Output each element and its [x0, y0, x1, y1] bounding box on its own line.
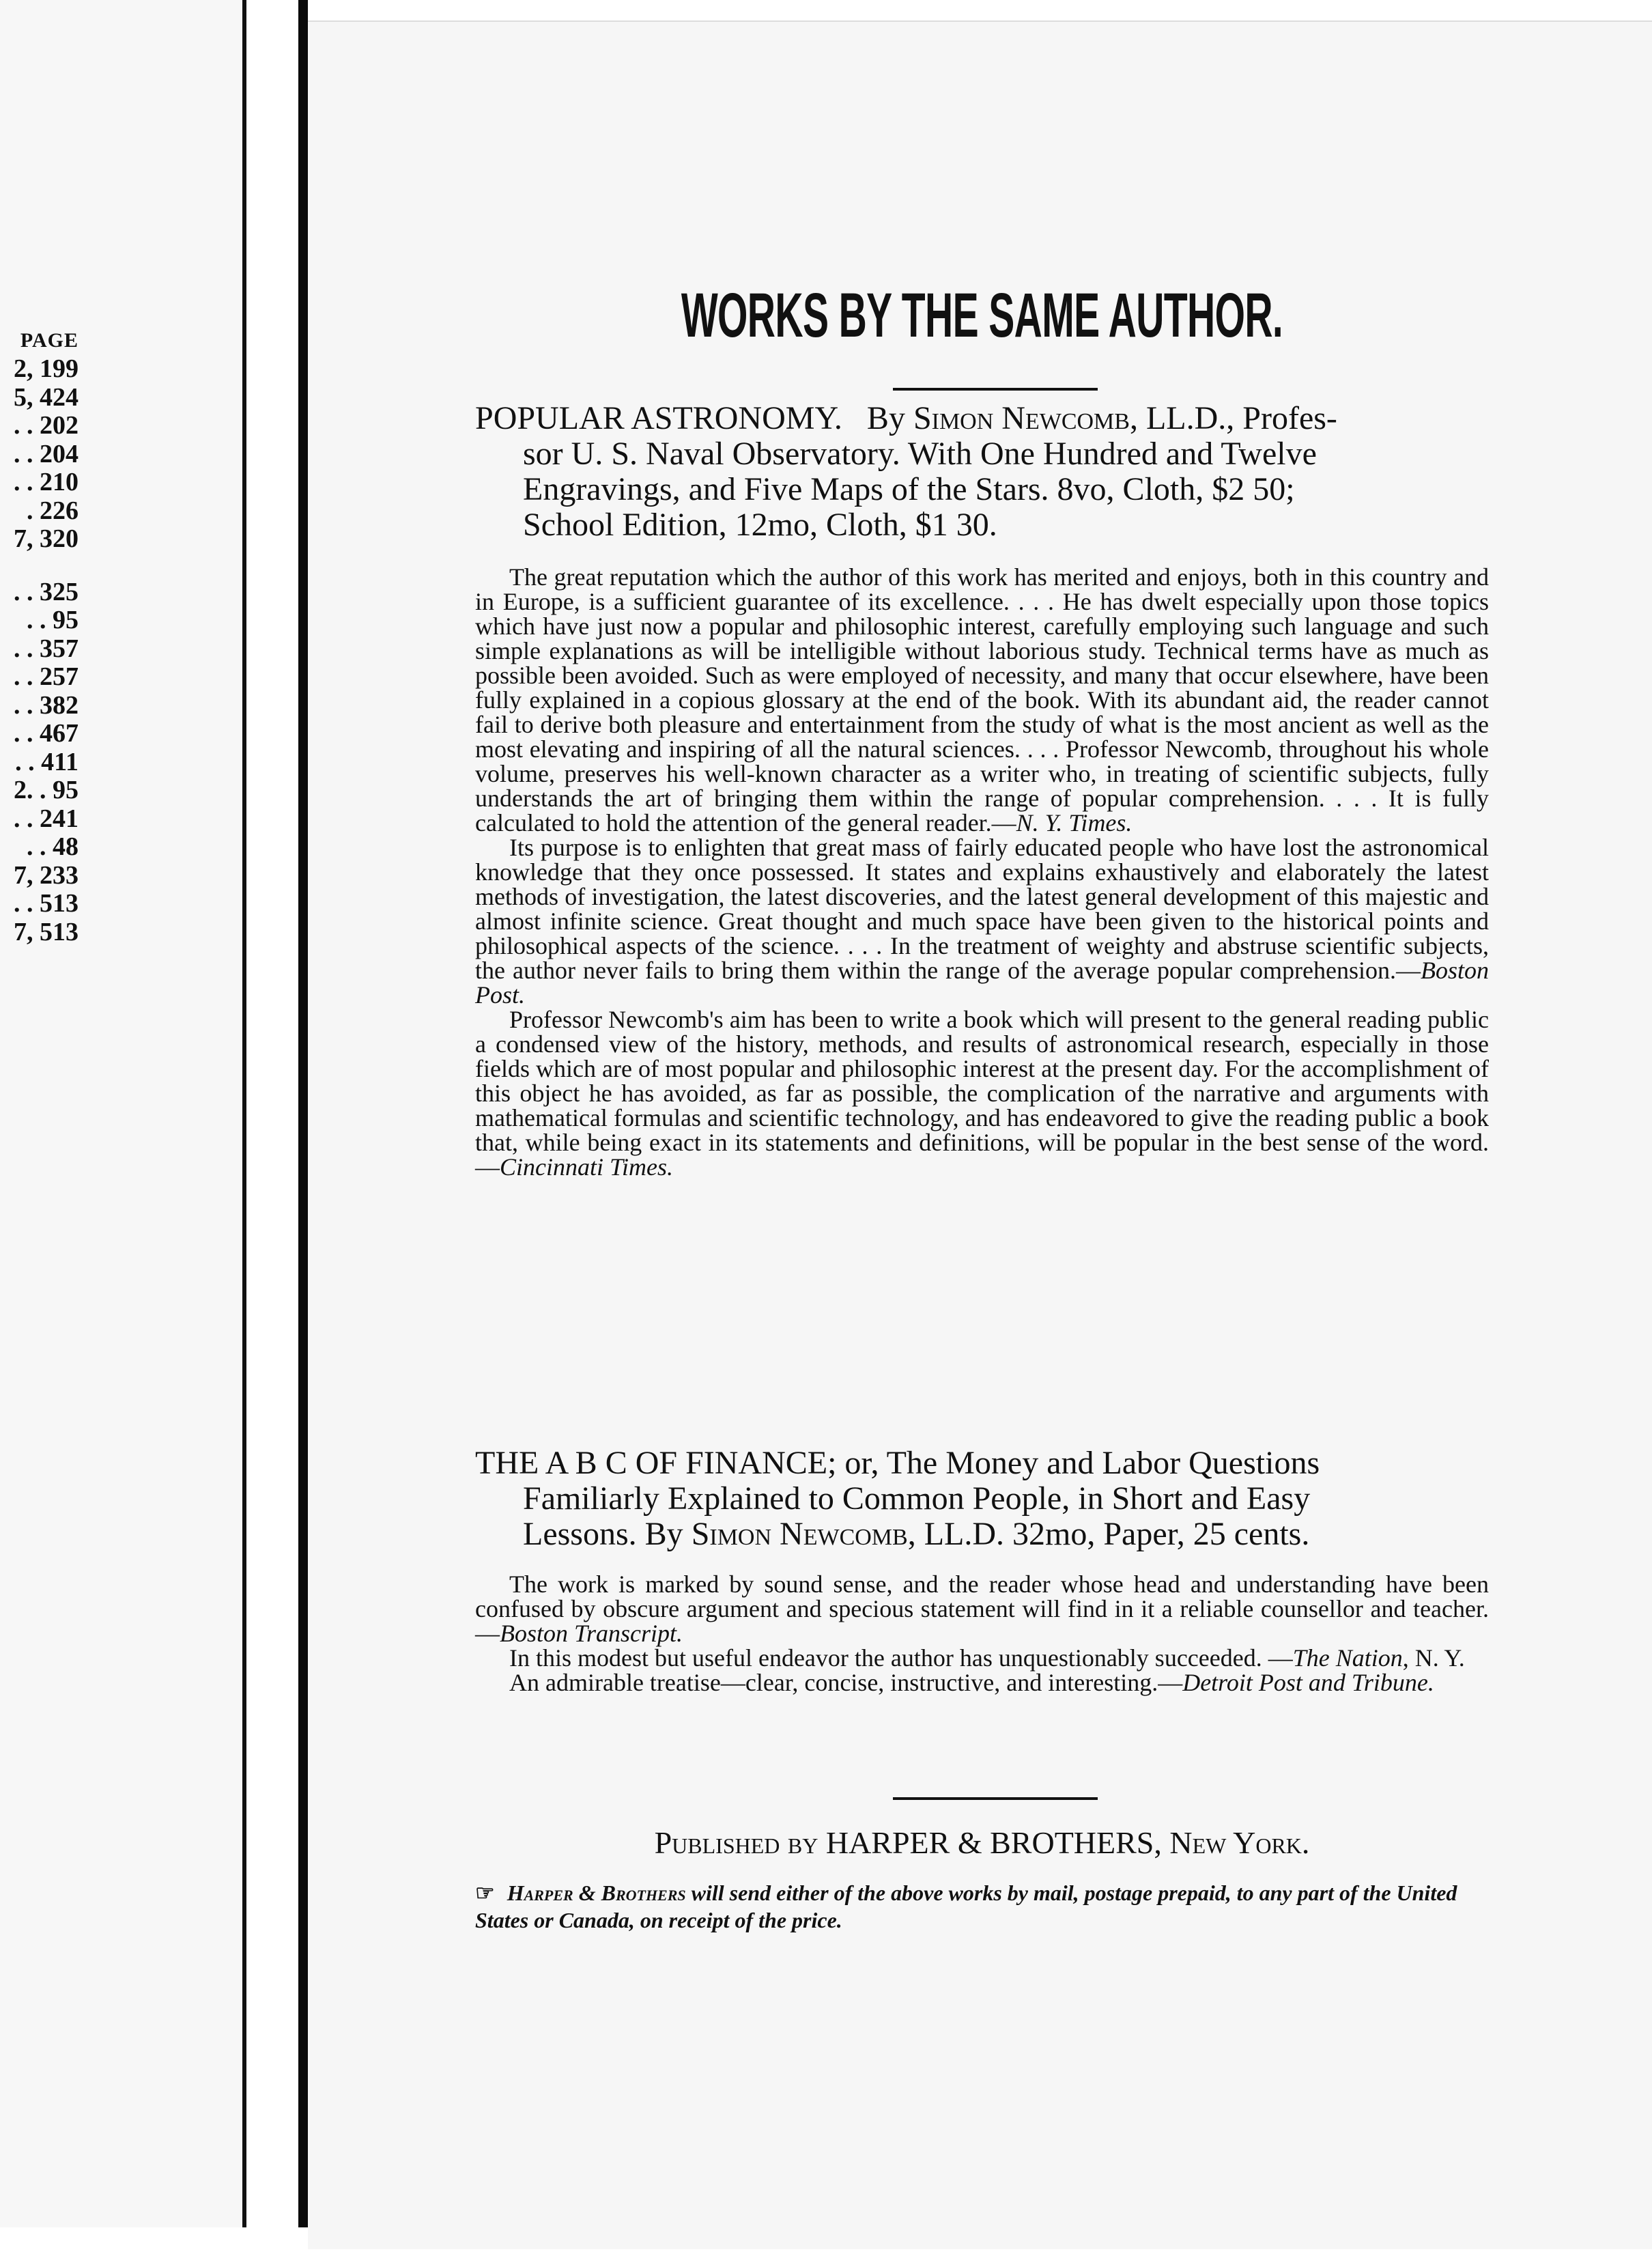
review-text: Professor Newcomb's aim has been to write a book which will present to the general reading public a condensed view of the history, methods, and results of astronomical research, especially in those fields which are of most popular and philosophic interest at the present day. For the accomplishment of this object he has avoided, as far as possible, the complication of the narrative and arguments with mathematical formulas and scientific technology, and has endeavored to give the reading public a book that, while being exact in its statements and definitions, will be popular in the best sense of the word.— — [475, 1006, 1489, 1181]
index-row: 5, 424 — [14, 382, 79, 412]
book-spine — [298, 0, 308, 2227]
index-row: . . 48 — [27, 832, 79, 861]
index-header: PAGE — [20, 329, 79, 352]
review-source: Cincinnati Times. — [500, 1153, 674, 1181]
index-row: 7, 233 — [14, 860, 79, 890]
entry-line: THE A B C OF FINANCE; or, The Money and Labor Questions — [475, 1445, 1320, 1481]
publisher-line — [475, 1825, 1489, 1861]
gutter — [246, 0, 298, 2227]
review-source: The Nation — [1292, 1644, 1403, 1672]
review-paragraph — [475, 1007, 1489, 1179]
entry-popular-astronomy — [475, 401, 1489, 543]
publisher-city: New York. — [1169, 1825, 1310, 1860]
mail-order-note — [475, 1879, 1489, 1934]
review-text: In this modest but useful endeavor the author has unquestionably succeeded. — — [509, 1644, 1293, 1672]
index-row: . . 202 — [14, 411, 79, 440]
entry-line: Engravings, and Five Maps of the Stars. 8vo, Cloth, $2 50; — [523, 471, 1295, 507]
review-paragraph — [475, 565, 1489, 835]
index-row: . 226 — [27, 496, 79, 525]
index-row: 7, 320 — [14, 524, 79, 553]
index-row: . . 513 — [14, 889, 79, 918]
publisher-prefix: Published by — [654, 1825, 818, 1860]
index-row: . . 467 — [14, 719, 79, 748]
entry-line — [475, 1517, 1489, 1552]
review-source: Boston Transcript. — [500, 1620, 683, 1647]
index-column — [14, 329, 79, 946]
index-row: . . 357 — [14, 634, 79, 663]
left-page — [0, 0, 246, 2227]
review-paragraph — [475, 835, 1489, 1007]
review-source: Boston Post. — [475, 957, 1489, 1009]
right-page — [308, 20, 1652, 2249]
index-row: . . 95 — [27, 606, 79, 634]
index-row: . . 257 — [14, 662, 79, 691]
entry-abc-of-finance — [475, 1446, 1489, 1552]
index-row: . . 241 — [14, 804, 79, 833]
publisher-name: HARPER & BROTHERS, — [825, 1825, 1162, 1860]
review-text: The work is marked by sound sense, and the reader whose head and understanding have been confused by obscure argument and specious statement will find in it a reliable counsellor and teacher.— — [475, 1571, 1489, 1647]
review-source: Detroit Post and Tribune. — [1182, 1669, 1434, 1696]
review-source: N. Y. Times. — [1016, 809, 1133, 836]
review-paragraph — [475, 1572, 1489, 1646]
index-row: . . 210 — [14, 468, 79, 496]
author-name: Simon Newcomb — [691, 1516, 908, 1552]
index-row: 2, 199 — [14, 354, 79, 383]
entry-text: , LL.D. 32mo, Paper, 25 cents. — [907, 1516, 1310, 1552]
reviews-astronomy — [475, 565, 1489, 1179]
entry-text: By — [866, 400, 905, 436]
note-firm: Harper & Brothers — [507, 1881, 686, 1905]
section-rule — [893, 1797, 1098, 1800]
book-title: POPULAR ASTRONOMY. — [475, 400, 842, 436]
index-row: . . 411 — [15, 747, 79, 776]
index-row: 2. . 95 — [14, 776, 79, 804]
review-paragraph — [475, 1670, 1489, 1695]
reviews-finance — [475, 1572, 1489, 1695]
pointing-hand-icon: ☞ — [475, 1881, 495, 1905]
review-paragraph — [475, 1646, 1489, 1670]
entry-line — [475, 401, 1489, 436]
scan-margin — [0, 2227, 246, 2267]
entry-line: sor U. S. Naval Observatory. With One Hundred and Twelve — [523, 436, 1317, 472]
index-row: . . 325 — [14, 577, 79, 606]
review-text: Its purpose is to enlighten that great mass of fairly educated people who have lost the astronomical knowledge that they once possessed. It states and explains exhaustively and elaborately the latest methods of investigation, the latest discoveries, and the latest general development of this majestic and almost infinite science. Great thought and much space have been given to the historical points and philosophical aspects of the science. . . . In the treatment of weighty and abstruse scientific subjects, the author never fails to bring them within the range of the average popular comprehension.— — [475, 834, 1489, 984]
index-row: . . 204 — [14, 439, 79, 468]
index-row: . . 382 — [14, 690, 79, 720]
note-text: will send either of the above works by mail, postage prepaid, to any part of the United States or Canada, on receipt of the price. — [475, 1881, 1457, 1932]
author-name: Simon Newcomb — [913, 400, 1130, 436]
review-text: The great reputation which the author of this work has merited and enjoys, both in this country and in Europe, is a sufficient guarantee of its excellence. . . . He has dwelt especially upon those topics which have just now a popular and philosophic interest, carefully employing such language and such simple explanations as will be intelligible without laborious study. Technical terms have as much as possible been avoided. Such as were employed of necessity, and many that occur elsewhere, have been fully explained in a copious glossary at the end of the book. With its abundant aid, the reader cannot fail to derive both pleasure and entertainment from the study of what is the most ancient as well as the most elevating and inspiring of all the natural sciences. . . . Professor Newcomb, throughout his whole volume, preserves his well-known character as a writer who, in treating of scientific subjects, fully understands the art of bringing them within the range of popular comprehension. . . . It is fully calculated to hold the attention of the general reader.— — [475, 563, 1489, 836]
title-rule — [893, 388, 1098, 391]
review-text: An admirable treatise—clear, concise, instructive, and interesting.— — [509, 1669, 1183, 1696]
entry-text: Lessons. By — [523, 1516, 683, 1552]
page-title: WORKS BY THE SAME AUTHOR. — [681, 281, 1283, 350]
entry-line: School Edition, 12mo, Cloth, $1 30. — [523, 507, 997, 543]
entry-line: Familiarly Explained to Common People, in Short and Easy — [523, 1480, 1311, 1517]
entry-text: , LL.D., Profes- — [1129, 400, 1337, 436]
review-text: , N. Y. — [1402, 1644, 1465, 1672]
index-row: 7, 513 — [14, 917, 79, 946]
